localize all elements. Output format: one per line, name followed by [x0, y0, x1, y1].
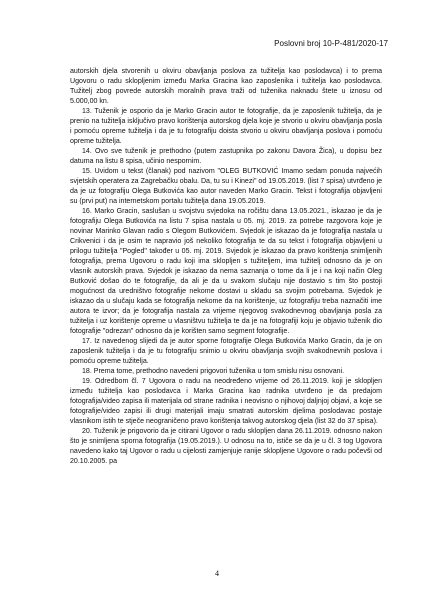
paragraph-13: 13. Tuženik je osporio da je Marko Gracin autor te fotografije, da je zaposlenik tužitelja, da je prenio na tužitelja isključivo pravo korištenja autorskog djela koje je stvorio u okviru obavljanja posla i pomoću opreme tužitelja i da je tu fotografiju doista stvorio u okviru obavljanja poslova i pomoću opreme tužitelja. — [70, 108, 382, 145]
case-number-header: Poslovni broj 10-P-481/2020-17 — [274, 39, 388, 48]
page-number: 4 — [215, 569, 219, 578]
paragraph-12-continued: autorskih djela stvorenih u okviru obavljanja poslova za tužitelja kao poslodavca) i to prema Ugovoru o radu sklopljenim između Marka Gracina kao zaposlenika i tužitelja kao poslodavca. Tužitelj zbog povrede autorskih moralnih prava traži od tuženika naknadu štete u iznosu od 5.000,00 kn. — [70, 68, 382, 105]
paragraph-19: 19. Odredbom čl. 7 Ugovora o radu na neodređeno vrijeme od 26.11.2019. koji je sklopljen između tužitelja kao poslodavca i Marka Gracina kao radnika utvrđeno je da predajom fotografija/video zapisa ili materijala od strane radnika i neovisno o njihovoj daljnjoj objavi, a koje se fotografije/video zapisi ili drugi materijali imaju smatrati autorskim djelima poslodavac postaje vlasnikom istih te stječe neograničeno pravo korištenja takvog autorskog djela (list 32 do 37 spisa). — [70, 378, 382, 425]
paragraph-15: 15. Uvidom u tekst (članak) pod nazivom "OLEG BUTKOVIĆ Imamo sedam ponuda najvećih svjetskih operatera za Zagrebačku obalu. Da, tu su i Kinezi" od 19.05.2019. (list 7 spisa) utvrđeno je da je uz fotografiju Olega Butkovića kao autor naveden Marko Gracin. Tekst i fotografija objavljeni su (prvi put) na internetskom portalu tužitelja dana 19.05.2019. — [70, 168, 382, 205]
paragraph-18: 18. Prema tome, prethodno navedeni prigovori tuženika u tom smislu nisu osnovani. — [82, 368, 345, 375]
paragraph-17: 17. Iz navedenog slijedi da je autor sporne fotografije Olega Butkovića Marko Gracin, da je on zaposlenik tužitelja i da je tu fotografiju snimio u okviru obavljanja svojih svakodnevnih poslova i pomoću opreme tužitelja. — [70, 338, 382, 365]
document-body — [70, 67, 382, 467]
paragraph-14: 14. Ovo sve tuženik je prethodno (putem zastupnika po zakonu Davora Žica), u dopisu bez datuma na listu 8 spisa, učinio nespornim. — [70, 148, 382, 165]
paragraph-20: 20. Tuženik je prigovorio da je citirani Ugovor o radu sklopljen dana 26.11.2019. odnosno nakon što je snimljena sporna fotografija (19.05.2019.). U odnosu na to, ističe se da je u čl. 3 tog Ugovora navedeno kako taj Ugovor o radu u cijelosti zamjenjuje ranije sklopljene Ugovore o radu počevši od 20.10.2005. pa — [70, 428, 382, 465]
paragraph-16: 16. Marko Gracin, saslušan u svojstvu svjedoka na ročištu dana 13.05.2021., iskazao je da je fotografiju Olega Butkovića na listu 7 spisa nastala u 05. mj. 2019. za potrebe razgovora koje je novinar Marinko Glavan radio s Olegom Butkovićem. Svjedok je iskazao da je fotografija nastala u Crikvenici i da je osim te napravio još nekoliko fotografija te da su tekst i fotografija objavljeni u prilogu tužitelja "Pogled" također u 05. mj. 2019. Svjedok je iskazao da pravo korištenja snimljenih fotografija, prema Ugovoru o radu koji ima sklopljen s tužiteljem, ima tužitelj odnosno da je on vlasnik autorskih prava. Svjedok je iskazao da nema saznanja o tome da li je i na koji način Oleg Butković došao do te fotografije, da ali je da u svakom slučaju nije dostavio s tim što postoji mogućnost da uredništvo fotografije nekome dostavi u skladu sa svojim potrebama. Svjedok je iskazao da u slučaju kada se fotografija nekome da na korištenje, uz fotografiju treba naznačiti ime autora te izvor; da je fotografija nastala za vrijeme njegovog svakodnevnog obavljanja posla za tužitelja i uz korištenje opreme u vlasništvu tužitelja te da je na fotografiji koju je objavio tuženik dio fotografije "odrezan" odnosno da je korišten samo segment fotografije. — [70, 208, 382, 335]
